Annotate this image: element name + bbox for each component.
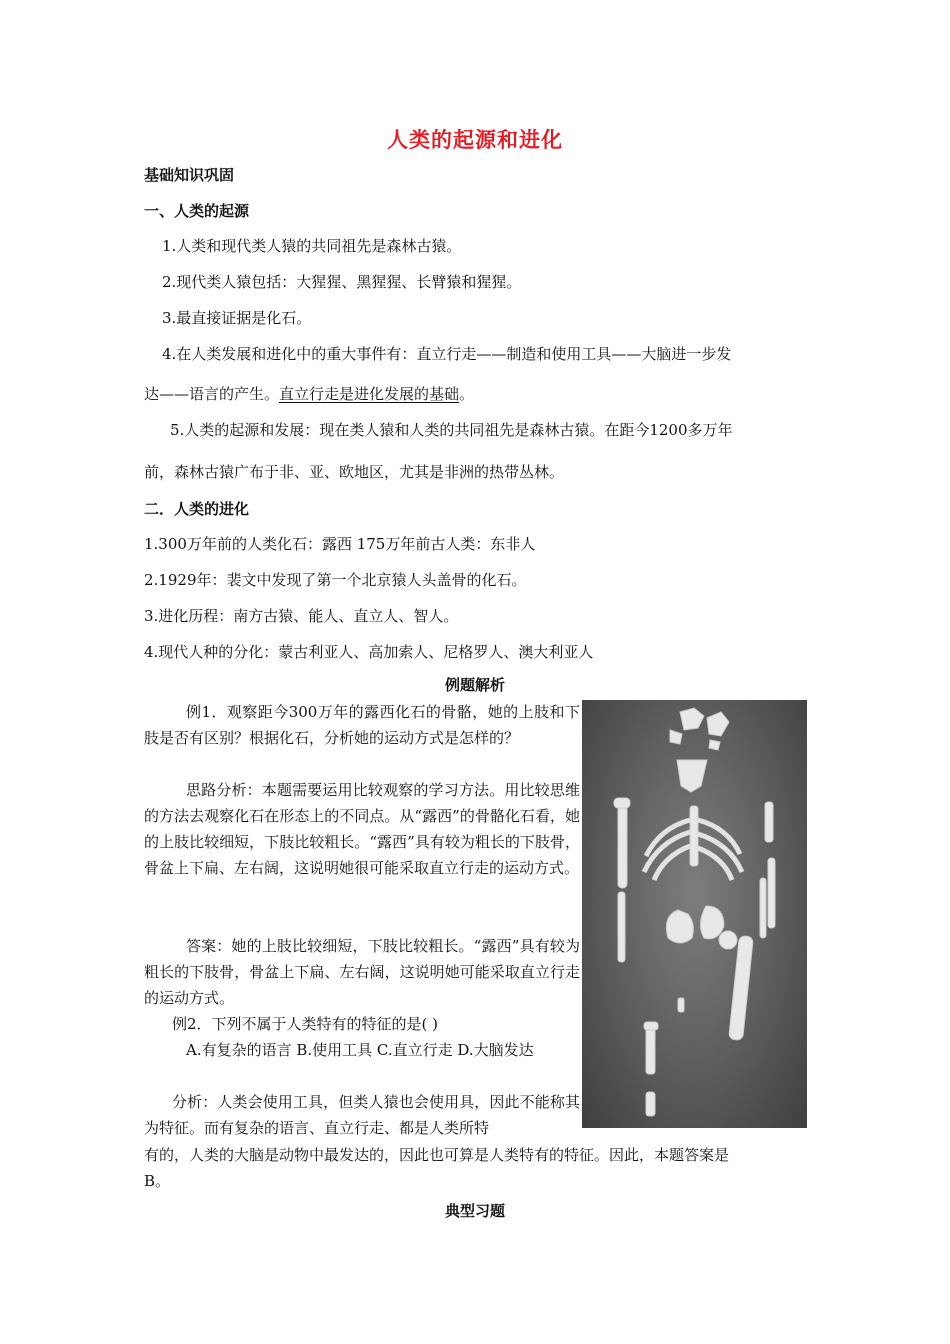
part2-item-3: 3.进化历程：南方古猿、能人、直立人、智人。 (144, 607, 459, 625)
part1-item-1: 1.人类和现代类人猿的共同祖先是森林古猿。 (162, 237, 462, 255)
item4-end-text: 。 (459, 385, 475, 403)
example2-analysis-line3: 有的，人类的大脑是动物中最发达的，因此也可算是人类特有的特征。因此，本题答案是 (144, 1146, 730, 1164)
example2-analysis: 分析：人类会使用工具，但类人猿也会使用具，因此不能称其为特征。而有复杂的语言、直立行走、都是人类所特 (144, 1093, 580, 1137)
part2-item-4: 4.现代人种的分化：蒙古利亚人、高加索人、尼格罗人、澳大利亚人 (144, 643, 594, 661)
part2-heading: 二．人类的进化 (144, 500, 250, 518)
examples-heading: 例题解析 (444, 676, 505, 694)
part2-item-1: 1.300万年前的人类化石：露西 175万年前古人类：东非人 (144, 535, 536, 553)
skeleton-illustration (582, 700, 807, 1128)
lucy-skeleton-photo (582, 700, 807, 1128)
example2-options: A.有复杂的语言 B.使用工具 C.直立行走 D.大脑发达 (186, 1041, 534, 1059)
part1-item-5-line1: 5.人类的起源和发展：现在类人猿和人类的共同祖先是森林古猿。在距今1200多万年 (170, 421, 733, 439)
part1-heading: 一、人类的起源 (144, 202, 250, 220)
section-basic-heading: 基础知识巩固 (144, 166, 235, 184)
page-title: 人类的起源和进化 (387, 127, 563, 152)
example1-answer: 答案：她的上肢比较细短，下肢比较粗长。“露西”具有较为粗长的下肢骨，骨盆上下扁、左右阔，这说明她可能采取直立行走的运动方式。 (144, 937, 580, 1007)
part1-item-5-line2: 前，森林古猿广布于非、亚、欧地区，尤其是非洲的热带丛林。 (144, 463, 565, 481)
example2-analysis-line4: B。 (144, 1172, 171, 1190)
typical-exercises-heading: 典型习题 (444, 1202, 505, 1220)
example2-question: 例2．下列不属于人类特有的特征的是( ) (172, 1015, 439, 1033)
part1-item-4: 4.在人类发展和进化中的重大事件有：直立行走——制造和使用工具——大脑进一步发 (162, 345, 732, 363)
example1-analysis: 思路分析：本题需要运用比较观察的学习方法。用比较思维的方法去观察化石在形态上的不同点。从“露西”的骨骼化石看，她的上肢比较细短，下肢比较粗长。“露西”具有较为粗长的下肢骨，骨盆上下扁、左右阔，这说明她很可能采取直立行走的运动方式。 (144, 781, 580, 877)
part1-item-3: 3.最直接证据是化石。 (162, 309, 312, 327)
part1-item-2: 2.现代类人猿包括：大猩猩、黑猩猩、长臂猿和猩猩。 (162, 273, 522, 291)
part2-item-2: 2.1929年：裴文中发现了第一个北京猿人头盖骨的化石。 (144, 571, 527, 589)
example1-question: 例1．观察距今300万年的露西化石的骨骼，她的上肢和下肢是否有区别？根据化石，分析她的运动方式是怎样的？ (144, 703, 580, 747)
part1-item-4-continued (144, 384, 474, 404)
item4-cont-text: 达——语言的产生。 (144, 385, 280, 403)
item4-underlined-text: 直立行走是进化发展的基础 (279, 385, 460, 403)
